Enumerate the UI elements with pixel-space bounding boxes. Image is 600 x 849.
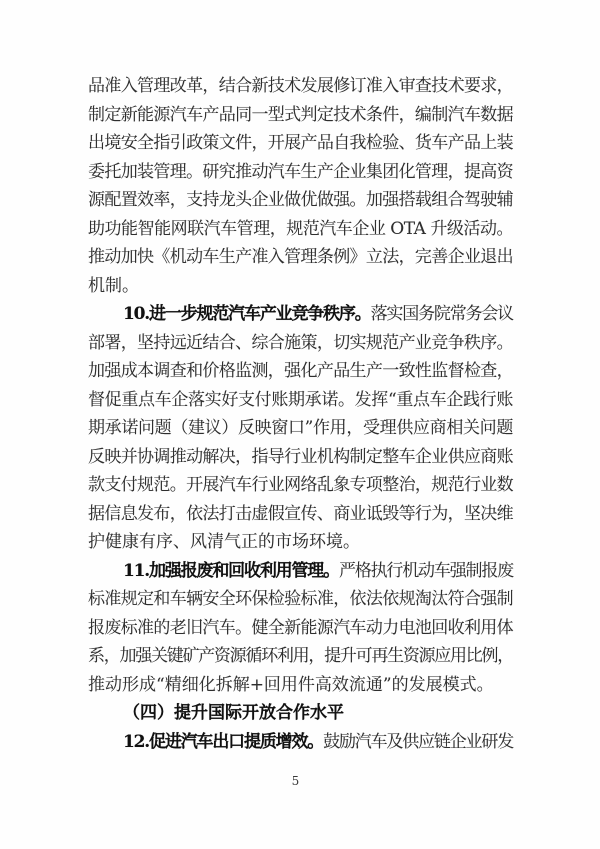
text-segment: 据信息发布，依法打击虚假宣传、商业诋毁等行为，坚决维 (88, 503, 513, 524)
text-line (88, 557, 513, 586)
text-segment: 系，加强关键矿产资源循环利用，提升可再生资源应用比例， (88, 646, 513, 666)
text-line-content (88, 333, 513, 353)
text-line-content (123, 304, 513, 324)
text-line (88, 101, 513, 130)
text-segment: 委托加装管理。研究推动汽车生产企业集团化管理，提高资 (88, 161, 513, 182)
text-line (88, 414, 513, 443)
text-segment: 报废标准的老旧汽车。健全新能源汽车动力电池回收利用体 (88, 617, 513, 638)
text-line-content (88, 162, 513, 182)
text-line (88, 671, 513, 700)
text-segment: 督促重点车企落实好支付账期承诺。发挥“重点车企践行账 (88, 389, 513, 410)
text-segment: 制定新能源汽车产品同一型式判定技术条件，编制汽车数据 (88, 104, 513, 125)
text-line (88, 72, 513, 101)
text-line-content (88, 589, 513, 609)
text-segment: 助功能智能网联汽车管理，规范汽车企业 OTA 升级活动。 (88, 218, 513, 239)
text-line-content (88, 133, 513, 153)
text-line-content (88, 190, 513, 210)
text-line (88, 272, 513, 301)
text-line (88, 386, 513, 415)
text-line-content (88, 276, 139, 296)
text-line-content (123, 703, 344, 723)
text-line (88, 186, 513, 215)
text-line-content (88, 361, 513, 381)
text-line (88, 243, 513, 272)
text-line-content (88, 105, 513, 125)
text-line (88, 329, 513, 358)
text-segment-bold: （四）提升国际开放合作水平 (123, 703, 344, 723)
text-segment: 严格执行机动车强制报废 (338, 560, 514, 581)
text-line-content (88, 76, 513, 96)
text-line (88, 300, 513, 329)
text-segment: 期承诺问题（建议）反映窗口”作用，受理供应商相关问题 (88, 418, 513, 438)
text-line-content (88, 532, 360, 552)
text-line-content (88, 418, 513, 438)
text-segment: 源配置效率，支持龙头企业做优做强。加强搭载组合驾驶辅 (88, 190, 513, 210)
text-line (88, 614, 513, 643)
text-segment: 标准规定和车辆安全环保检验标准，依法依规淘汰符合强制 (88, 589, 513, 609)
text-line (88, 471, 513, 500)
text-line-content (88, 646, 513, 666)
text-line-content (88, 618, 513, 638)
text-line (88, 699, 513, 728)
text-segment: 加强成本调查和价格监测，强化产品生产一致性监督检查， (88, 361, 513, 381)
text-segment: 推动加快《机动车生产准入管理条例》立法，完善企业退出 (88, 247, 513, 267)
text-line (88, 728, 513, 757)
text-segment: 品准入管理改革，结合新技术发展修订准入审查技术要求， (88, 76, 513, 96)
text-segment: 落实国务院常务会议 (370, 304, 514, 324)
text-segment-bold: 10.进一步规范汽车产业竞争秩序。 (123, 304, 371, 324)
text-line-content (123, 732, 513, 752)
text-line (88, 129, 513, 158)
document-body (88, 72, 513, 756)
text-segment: 护健康有序、风清气正的市场环境。 (88, 532, 360, 552)
text-line-content (88, 447, 513, 467)
text-line-content (88, 504, 513, 524)
text-segment: 反映并协调推动解决，指导行业机构制定整车企业供应商账 (88, 446, 513, 467)
text-segment-bold: 12.促进汽车出口提质增效。 (123, 731, 324, 752)
text-line (88, 158, 513, 187)
text-line-content (88, 219, 513, 239)
page-number: 5 (291, 774, 300, 788)
text-segment: 部署，坚持远近结合、综合施策，切实规范产业竞争秩序。 (88, 332, 513, 353)
text-line (88, 357, 513, 386)
text-segment: 款支付规范。开展汽车行业网络乱象专项整治，规范行业数 (88, 475, 513, 495)
text-line (88, 585, 513, 614)
text-segment: 推动形成“精细化拆解+回用件高效流通”的发展模式。 (88, 674, 494, 695)
text-segment: 机制。 (88, 275, 139, 296)
text-line-content (88, 675, 494, 695)
text-segment: 鼓励汽车及供应链企业研发 (323, 731, 514, 752)
text-line (88, 215, 513, 244)
text-line-content (88, 247, 513, 267)
text-line-content (123, 561, 513, 581)
text-line (88, 500, 513, 529)
text-line-content (88, 390, 513, 410)
text-line (88, 528, 513, 557)
text-line (88, 443, 513, 472)
text-segment-bold: 11.加强报废和回收利用管理。 (123, 560, 339, 581)
text-line (88, 642, 513, 671)
text-segment: 出境安全指引政策文件，开展产品自我检验、货车产品上装 (88, 133, 513, 153)
text-line-content (88, 475, 513, 495)
